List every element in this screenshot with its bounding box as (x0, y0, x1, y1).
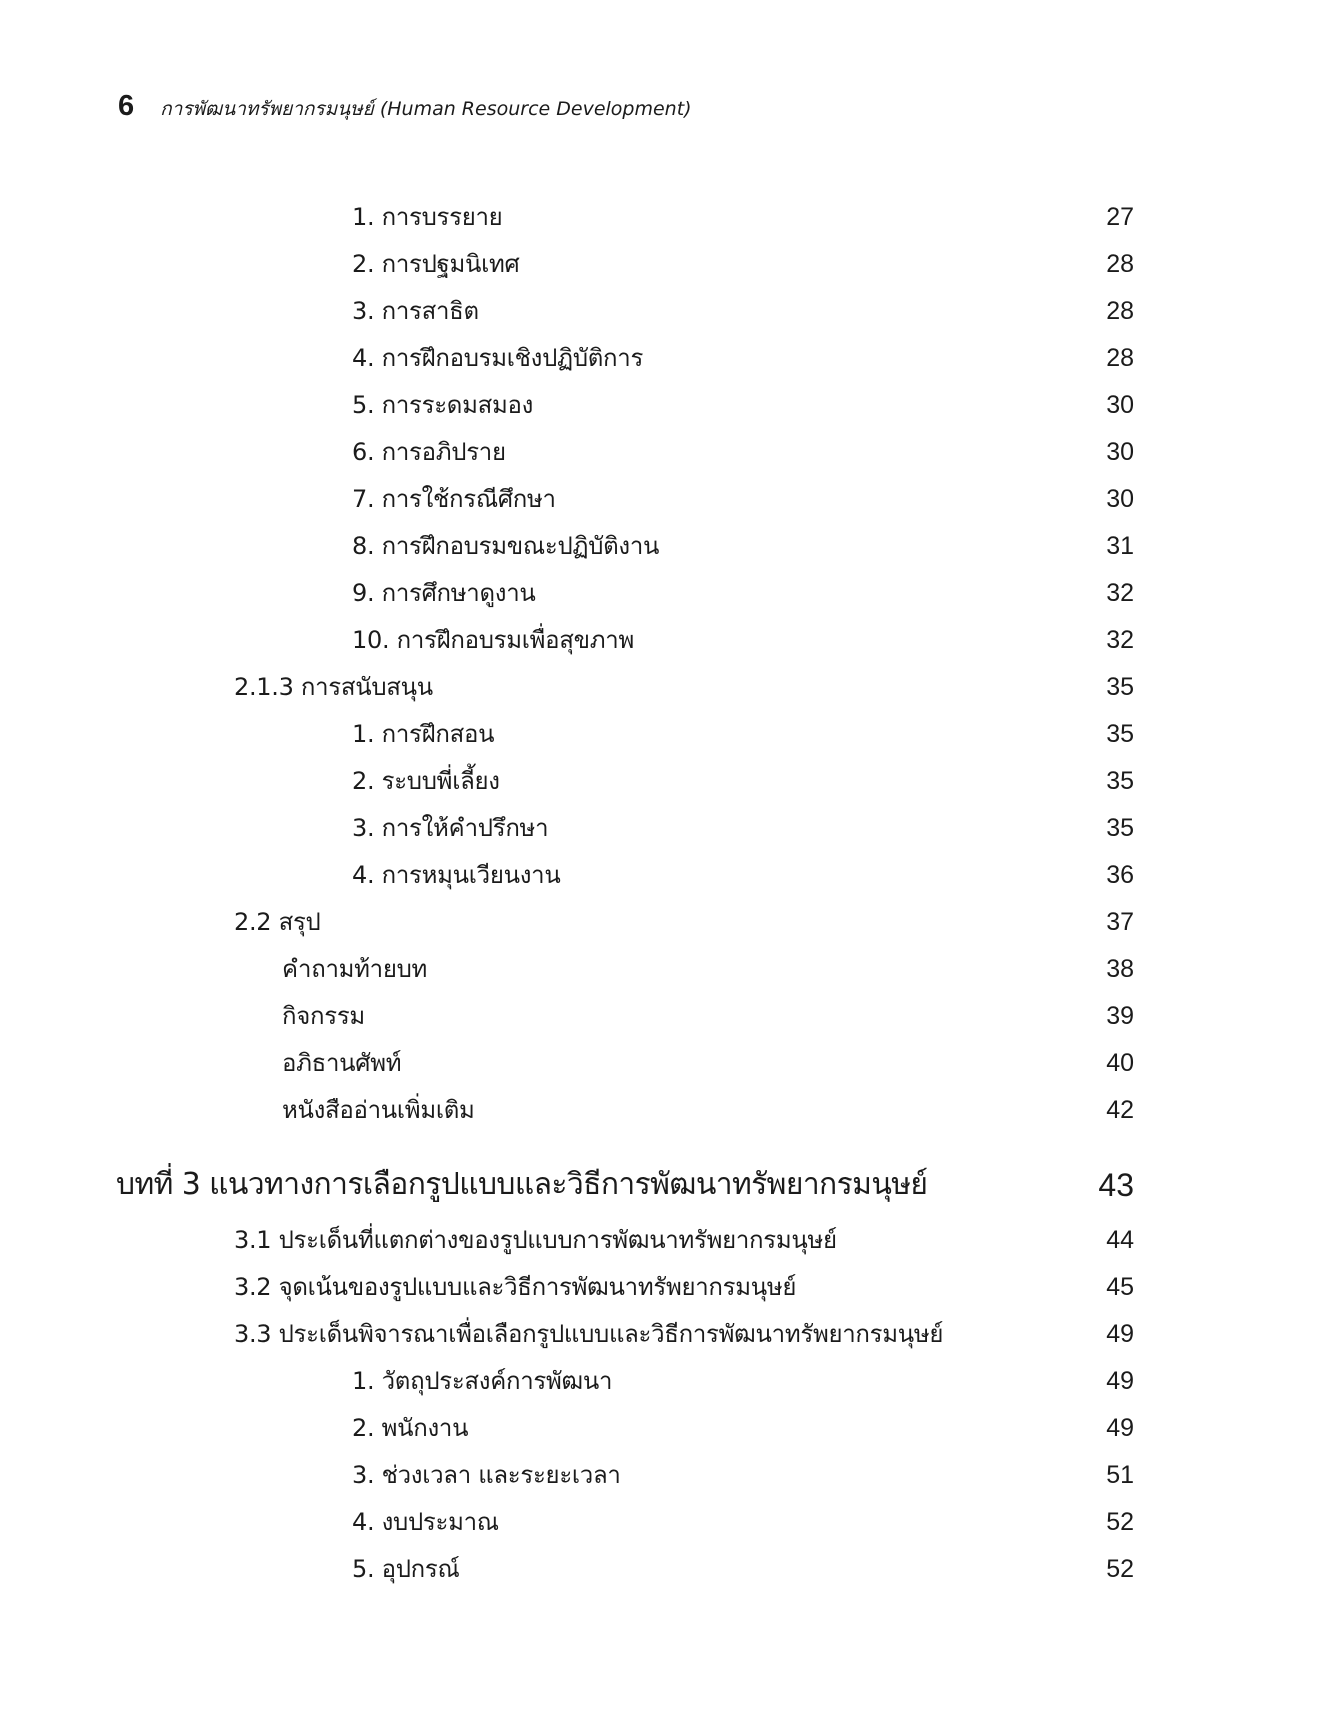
toc-entry-page: 52 (1106, 1508, 1134, 1536)
toc-entry (0, 197, 1339, 237)
toc-entry (0, 1361, 1339, 1401)
toc-entry-label: หนังสืออ่านเพิ่มเติม (282, 1096, 475, 1124)
toc-entry-page: 52 (1106, 1555, 1134, 1583)
toc-entry-label: 4. งบประมาณ (352, 1508, 499, 1536)
toc-entry (0, 620, 1339, 660)
toc-entry-page: 36 (1106, 861, 1134, 889)
toc-entry-label: 8. การฝึกอบรมขณะปฏิบัติงาน (352, 532, 660, 560)
toc-entry-page: 37 (1106, 908, 1134, 936)
toc-entry-label: 3. การให้คำปรึกษา (352, 814, 549, 842)
toc-entry-page: 31 (1106, 532, 1134, 560)
toc-entry-label: 3. ช่วงเวลา และระยะเวลา (352, 1461, 621, 1489)
toc-entry-label: 2. การปฐมนิเทศ (352, 250, 520, 278)
running-title: การพัฒนาทรัพยากรมนุษย์ (Human Resource Development) (160, 98, 692, 120)
toc-entry-label: 5. อุปกรณ์ (352, 1555, 460, 1583)
toc-entry-page: 32 (1106, 579, 1134, 607)
toc-entry-label: 4. การหมุนเวียนงาน (352, 861, 561, 889)
toc-entry-label: 2.1.3 การสนับสนุน (234, 673, 433, 701)
toc-entry-page: 30 (1106, 485, 1134, 513)
toc-entry-page: 35 (1106, 720, 1134, 748)
page-number: 6 (118, 90, 135, 122)
toc-entry (0, 479, 1339, 519)
toc-entry (0, 855, 1339, 895)
toc-entry-page: 32 (1106, 626, 1134, 654)
toc-entry-page: 44 (1106, 1226, 1134, 1254)
toc-entry-label: คำถามท้ายบท (282, 955, 428, 983)
toc-entry-label: 7. การใช้กรณีศึกษา (352, 485, 556, 513)
toc-entry (0, 808, 1339, 848)
toc-entry-page: 35 (1106, 767, 1134, 795)
toc-entry-label: อภิธานศัพท์ (282, 1049, 402, 1077)
chapter-page: 43 (1098, 1167, 1134, 1203)
toc-entry-label: 4. การฝึกอบรมเชิงปฏิบัติการ (352, 344, 644, 372)
toc-entry-page: 51 (1106, 1461, 1134, 1489)
toc-entry (0, 902, 1339, 942)
toc-entry-page: 49 (1106, 1367, 1134, 1395)
toc-entry-label: กิจกรรม (282, 1002, 365, 1030)
toc-entry-page: 28 (1106, 297, 1134, 325)
toc-entry-label: 3.2 จุดเน้นของรูปแบบและวิธีการพัฒนาทรัพยากรมนุษย์ (234, 1273, 797, 1301)
toc-entry (0, 996, 1339, 1036)
toc-entry (0, 291, 1339, 331)
toc-entry-label: 2. ระบบพี่เลี้ยง (352, 767, 500, 795)
chapter-title: บทที่ 3 แนวทางการเลือกรูปแบบและวิธีการพัฒนาทรัพยากรมนุษย์ (116, 1167, 928, 1202)
toc-entry (0, 1314, 1339, 1354)
toc-entry-label: 3. การสาธิต (352, 297, 479, 325)
toc-entry-label: 1. การบรรยาย (352, 203, 503, 231)
toc-entry (0, 761, 1339, 801)
toc-entry (0, 1090, 1339, 1130)
toc-entry (0, 949, 1339, 989)
toc-entry-label: 2.2 สรุป (234, 908, 321, 936)
toc-entry (0, 714, 1339, 754)
toc-entry (0, 1043, 1339, 1083)
toc-entry-label: 1. วัตถุประสงค์การพัฒนา (352, 1367, 613, 1395)
toc-entry-label: 5. การระดมสมอง (352, 391, 534, 419)
toc-entry (0, 1549, 1339, 1589)
toc-entry-label: 3.1 ประเด็นที่แตกต่างของรูปแบบการพัฒนาทรัพยากรมนุษย์ (234, 1226, 837, 1254)
toc-entry-page: 45 (1106, 1273, 1134, 1301)
toc-entry-page: 49 (1106, 1414, 1134, 1442)
toc-entry (0, 338, 1339, 378)
toc-entry-page: 28 (1106, 250, 1134, 278)
toc-entry (0, 1455, 1339, 1495)
toc-entry (0, 1502, 1339, 1542)
toc-entry-page: 28 (1106, 344, 1134, 372)
toc-entry-page: 30 (1106, 438, 1134, 466)
toc-entry-page: 39 (1106, 1002, 1134, 1030)
toc-entry-page: 35 (1106, 673, 1134, 701)
toc-entry (0, 1220, 1339, 1260)
toc-chapter-heading (0, 1160, 1339, 1210)
toc-entry (0, 573, 1339, 613)
toc-entry (0, 1408, 1339, 1448)
toc-entry (0, 432, 1339, 472)
toc-entry-label: 9. การศึกษาดูงาน (352, 579, 536, 607)
toc-entry-label: 10. การฝึกอบรมเพื่อสุขภาพ (352, 626, 634, 654)
toc-entry-label: 2. พนักงาน (352, 1414, 469, 1442)
toc-entry-page: 27 (1106, 203, 1134, 231)
toc-entry (0, 385, 1339, 425)
toc-entry (0, 244, 1339, 284)
toc-entry-page: 30 (1106, 391, 1134, 419)
toc-entry-page: 42 (1106, 1096, 1134, 1124)
toc-entry (0, 1267, 1339, 1307)
toc-entry (0, 526, 1339, 566)
toc-entry-label: 6. การอภิปราย (352, 438, 506, 466)
toc-entry (0, 667, 1339, 707)
toc-entry-page: 40 (1106, 1049, 1134, 1077)
toc-entry-label: 1. การฝึกสอน (352, 720, 495, 748)
toc-entry-page: 38 (1106, 955, 1134, 983)
toc-entry-page: 49 (1106, 1320, 1134, 1348)
toc-entry-page: 35 (1106, 814, 1134, 842)
toc-entry-label: 3.3 ประเด็นพิจารณาเพื่อเลือกรูปแบบและวิธีการพัฒนาทรัพยากรมนุษย์ (234, 1320, 944, 1348)
